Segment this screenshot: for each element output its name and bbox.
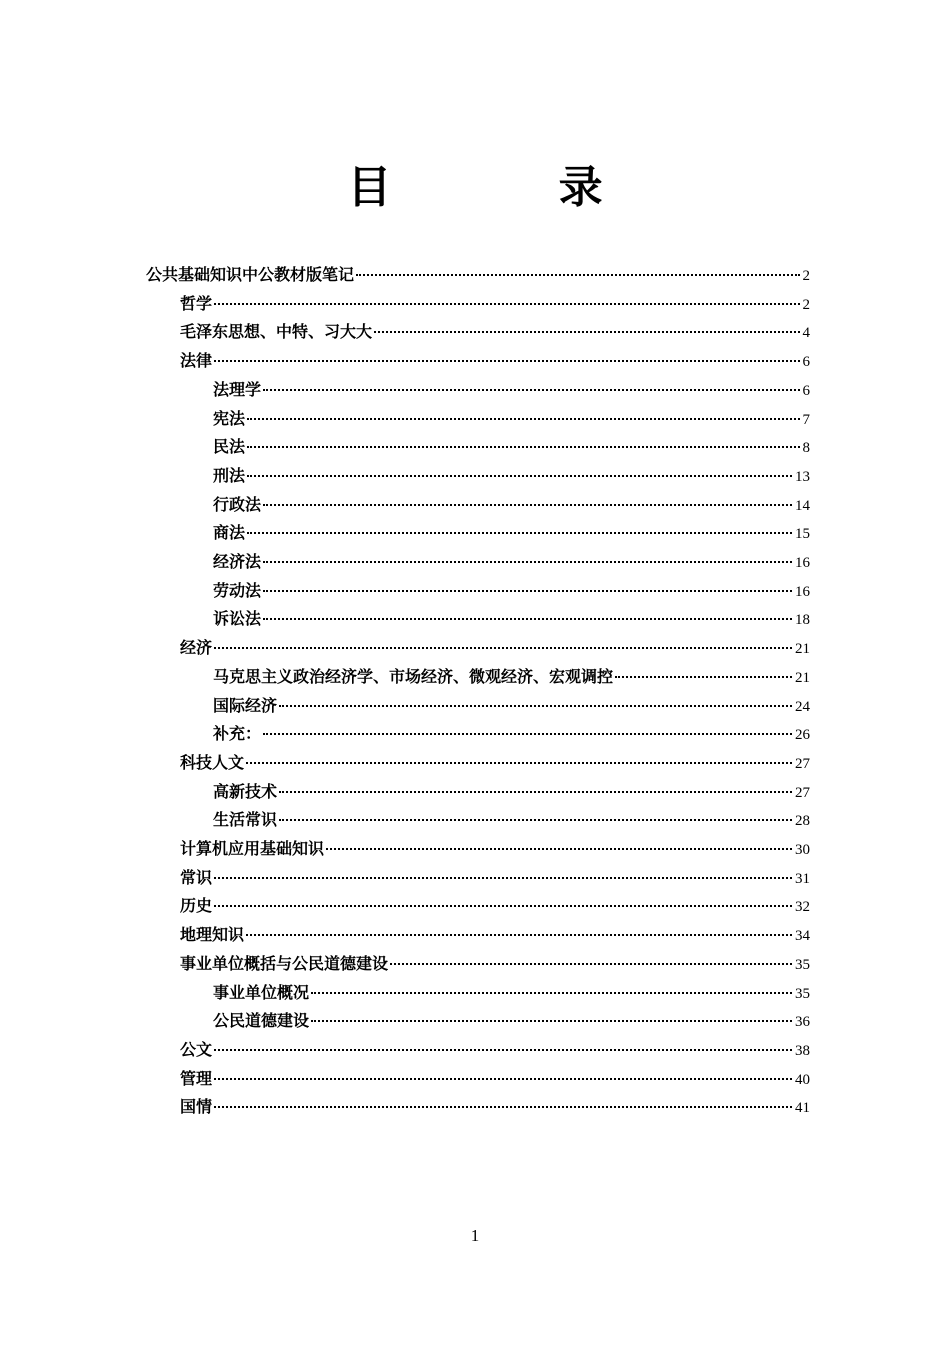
toc-entry-page: 35 (795, 956, 810, 973)
toc-leader-dots (247, 474, 792, 477)
toc-entry-label: 毛泽东思想、中特、习大大 (180, 322, 373, 342)
toc-entry-label: 公民道德建设 (213, 1011, 310, 1031)
toc-entry[interactable] (213, 578, 810, 604)
toc-entry-label: 法律 (180, 351, 213, 371)
toc-entry[interactable] (213, 492, 810, 518)
toc-entry[interactable] (180, 319, 810, 345)
toc-leader-dots (246, 761, 792, 764)
toc-entry-label: 历史 (180, 896, 213, 916)
toc-entry[interactable] (213, 463, 810, 489)
toc-entry-label: 事业单位概括与公民道德建设 (180, 953, 389, 973)
toc-leader-dots (214, 359, 799, 362)
page-title: 目 录 (347, 162, 679, 213)
toc-entry[interactable] (180, 893, 810, 919)
toc-leader-dots (311, 1019, 792, 1022)
toc-entry[interactable] (213, 807, 810, 833)
toc-leader-dots (279, 704, 792, 707)
toc-entry-label: 补充： (213, 724, 262, 744)
toc-entry[interactable] (213, 1008, 810, 1034)
toc-leader-dots (356, 273, 799, 276)
toc-entry-page: 21 (795, 669, 810, 686)
toc-entry-page: 4 (802, 325, 810, 342)
toc-leader-dots (263, 732, 792, 735)
toc-entry-page: 32 (795, 899, 810, 916)
toc-leader-dots (214, 904, 792, 907)
toc-entry-label: 法理学 (213, 379, 262, 399)
toc-entry[interactable] (146, 262, 810, 288)
toc-entry-page: 30 (795, 842, 810, 858)
toc-entry-page: 8 (802, 440, 810, 457)
toc-leader-dots (615, 675, 792, 678)
toc-entry-label: 生活常识 (213, 810, 278, 830)
toc-entry[interactable] (213, 664, 810, 690)
toc-entry[interactable] (180, 1094, 810, 1120)
toc-entry[interactable] (180, 750, 810, 776)
toc-entry-page: 26 (795, 727, 810, 744)
toc-entry[interactable] (180, 291, 810, 317)
toc-entry-label: 经济 (180, 638, 213, 658)
toc-entry-label: 行政法 (213, 494, 262, 514)
toc-entry-page: 27 (795, 784, 810, 801)
toc-leader-dots (263, 503, 792, 506)
toc-leader-dots (279, 790, 792, 793)
toc-leader-dots (374, 330, 799, 333)
toc-entry-label: 计算机应用基础知识 (180, 839, 325, 858)
toc-entry-page: 2 (802, 296, 810, 313)
toc-entry-page: 15 (795, 526, 810, 543)
toc-entry[interactable] (180, 922, 810, 948)
toc-entry[interactable] (180, 1066, 810, 1092)
toc-leader-dots (214, 1077, 792, 1080)
toc-entry[interactable] (213, 693, 810, 719)
toc-entry-label: 宪法 (213, 408, 246, 428)
toc-entry-page: 2 (802, 268, 810, 284)
toc-entry-page: 28 (795, 813, 810, 830)
toc-entry[interactable] (213, 520, 810, 546)
toc-leader-dots (263, 560, 792, 563)
toc-entry-label: 事业单位概况 (213, 982, 310, 1002)
toc-entry[interactable] (213, 606, 810, 632)
toc-entry-page: 13 (795, 468, 810, 485)
toc-entry-label: 高新技术 (213, 781, 278, 801)
toc-entry-label: 公文 (180, 1039, 213, 1059)
toc-entry[interactable] (180, 348, 810, 374)
page-number: 1 (470, 1226, 480, 1245)
toc-leader-dots (214, 302, 799, 305)
toc-entry-page: 24 (795, 698, 810, 715)
toc-leader-dots (263, 388, 799, 391)
toc-entry-label: 国际经济 (213, 695, 278, 715)
toc-entry[interactable] (213, 377, 810, 403)
toc-leader-dots (246, 933, 792, 936)
toc-entry-label: 哲学 (180, 293, 213, 313)
toc-entry-label: 公共基础知识中公教材版笔记 (146, 265, 355, 284)
toc-leader-dots (279, 818, 792, 821)
toc-entry-page: 38 (795, 1042, 810, 1059)
toc-entry-page: 35 (795, 985, 810, 1002)
toc-leader-dots (247, 417, 799, 420)
toc-entry-page: 34 (795, 928, 810, 945)
toc-leader-dots (214, 646, 792, 649)
toc-entry-page: 16 (795, 583, 810, 600)
toc-entry-page: 27 (795, 755, 810, 772)
toc-entry[interactable] (213, 434, 810, 460)
toc-leader-dots (263, 617, 792, 620)
toc-leader-dots (214, 876, 792, 879)
toc-entry-page: 41 (795, 1100, 810, 1117)
toc-entry[interactable] (213, 779, 810, 805)
toc-entry-label: 国情 (180, 1097, 213, 1117)
toc-entry-label: 地理知识 (180, 925, 245, 945)
toc-entry-page: 21 (795, 641, 810, 658)
toc-entry-label: 劳动法 (213, 580, 262, 600)
toc-entry-label: 常识 (180, 867, 213, 887)
toc-entry-page: 18 (795, 612, 810, 629)
toc-entry[interactable] (213, 406, 810, 432)
toc-leader-dots (214, 1105, 792, 1108)
toc-entry-label: 商法 (213, 523, 246, 543)
toc-leader-dots (247, 445, 799, 448)
toc-entry[interactable] (213, 721, 810, 747)
toc-entry-page: 6 (802, 354, 810, 371)
toc-entry[interactable] (180, 1037, 810, 1063)
toc-entry-page: 14 (795, 497, 810, 514)
toc-entry-page: 31 (795, 870, 810, 887)
toc-entry-page: 7 (802, 411, 810, 428)
toc-entry[interactable] (180, 951, 810, 977)
toc-leader-dots (311, 991, 792, 994)
toc-entry-page: 36 (795, 1014, 810, 1031)
toc-entry[interactable] (180, 836, 810, 862)
toc-entry-page: 40 (795, 1071, 810, 1088)
toc-entry[interactable] (180, 635, 810, 661)
toc-entry-label: 诉讼法 (213, 609, 262, 629)
toc-entry-label: 民法 (213, 437, 246, 457)
toc-entry[interactable] (180, 865, 810, 891)
toc-entry-page: 6 (802, 382, 810, 399)
toc-entry-label: 马克思主义政治经济学、市场经济、微观经济、宏观调控 (213, 666, 614, 686)
toc-entry-label: 刑法 (213, 465, 246, 485)
toc-leader-dots (326, 847, 792, 850)
toc-entry-label: 经济法 (213, 552, 262, 571)
toc-entry[interactable] (213, 549, 810, 575)
toc-entry-label: 科技人文 (180, 752, 245, 772)
toc-leader-dots (247, 531, 792, 534)
toc-entry[interactable] (213, 980, 810, 1006)
toc-entry-page: 16 (795, 555, 810, 571)
toc-leader-dots (390, 962, 792, 965)
toc-leader-dots (214, 1048, 792, 1051)
toc-leader-dots (263, 589, 792, 592)
toc-entry-label: 管理 (180, 1068, 213, 1088)
